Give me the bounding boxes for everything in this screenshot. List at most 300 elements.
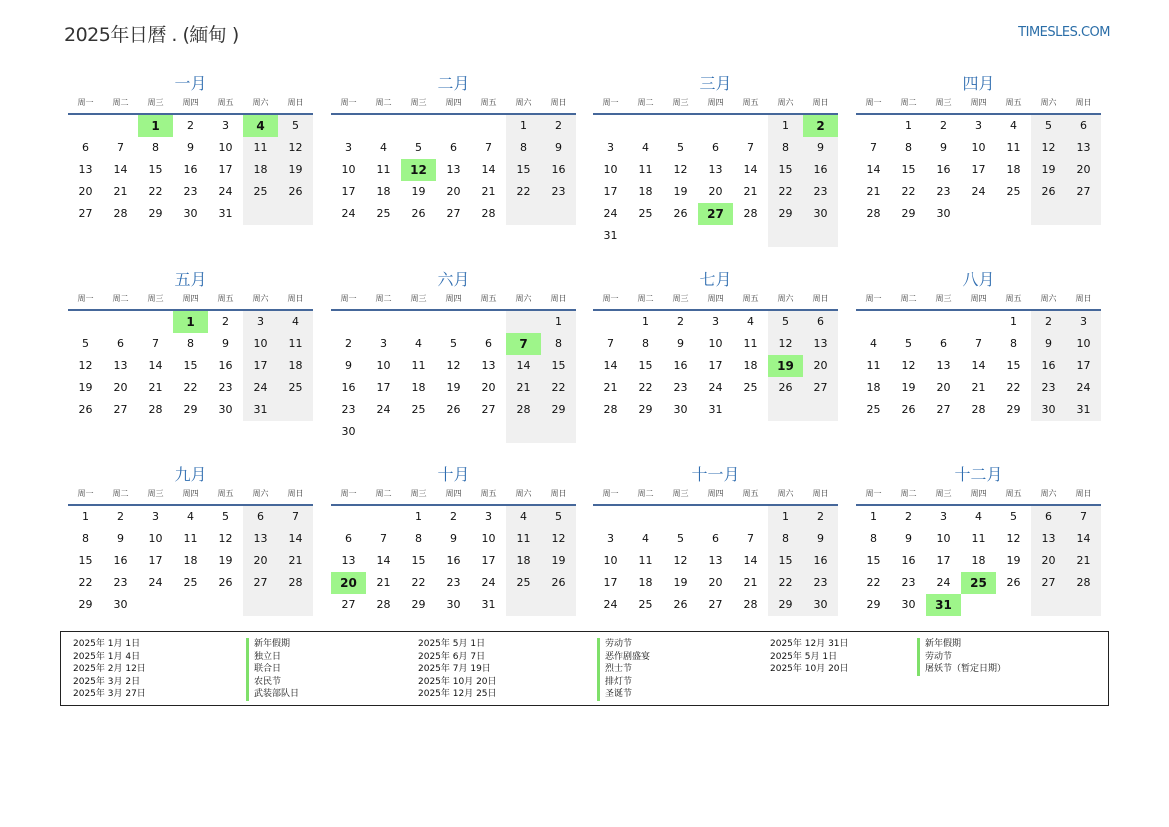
legend-holiday-name: 排灯节 [597,676,650,689]
weekday-label: 周一 [602,98,619,107]
holiday-day-cell: 31 [926,594,961,616]
day-cell: 1 [1010,315,1017,328]
day-cell: 2 [117,510,124,523]
day-cell: 14 [603,359,618,372]
day-cell: 4 [870,337,877,350]
day-cell: 18 [506,550,541,572]
day-cell: 5 [278,115,313,137]
day-cell: 11 [506,528,541,550]
day-cell: 5 [768,311,803,333]
day-cell: 11 [1006,141,1021,154]
legend-date: 2025年 1月 1日 [73,639,141,649]
day-cell: 16 [936,163,951,176]
day-cell: 15 [148,163,163,176]
day-cell: 12 [278,137,313,159]
day-cell: 3 [1066,311,1101,333]
day-cell: 28 [603,403,618,416]
day-cell: 22 [768,181,803,203]
day-cell: 9 [803,528,838,550]
empty-cell [663,225,698,247]
day-cell: 17 [148,554,163,567]
legend-date: 2025年 3月 2日 [73,676,141,687]
day-cell: 22 [541,377,576,399]
empty-cell [593,506,628,528]
site-link[interactable]: TIMESLES.COM [1018,25,1110,40]
day-cell: 17 [971,163,986,176]
day-cell: 29 [541,399,576,421]
day-cell: 12 [541,528,576,550]
day-cell: 13 [481,359,496,372]
weekday-label: 周六 [777,98,794,107]
weekday-label: 周三 [935,98,952,107]
day-cell: 1 [905,119,912,132]
day-cell: 10 [936,532,951,545]
weekday-label: 周四 [182,98,199,107]
weekday-label: 周二 [900,294,917,303]
day-cell: 13 [446,163,461,176]
day-cell: 28 [113,207,128,220]
day-cell: 13 [936,359,951,372]
weekday-label: 周六 [777,489,794,498]
day-cell: 20 [113,381,128,394]
weekday-label: 周二 [112,98,129,107]
day-cell: 9 [117,532,124,545]
weekday-label: 周日 [812,98,829,107]
day-cell: 7 [607,337,614,350]
empty-cell [278,203,313,225]
weekday-label: 周四 [970,489,987,498]
day-cell: 7 [152,337,159,350]
day-cell: 20 [803,355,838,377]
month-2 [331,73,576,225]
day-cell: 19 [78,381,93,394]
day-cell: 2 [677,315,684,328]
day-cell: 12 [673,163,688,176]
empty-cell [733,506,768,528]
weekday-label: 周三 [410,489,427,498]
weekday-label: 周三 [147,98,164,107]
day-cell: 13 [708,554,723,567]
day-cell: 27 [1066,181,1101,203]
weekday-header [593,291,838,311]
legend-holiday-name: 新年假期 [246,638,299,651]
day-cell: 22 [866,576,881,589]
empty-cell [698,115,733,137]
day-cell: 13 [1031,528,1066,550]
day-cell: 10 [481,532,496,545]
empty-cell [366,115,401,137]
day-cell: 21 [866,185,881,198]
weekday-label: 周日 [287,98,304,107]
days-grid [68,115,313,225]
day-cell: 11 [866,359,881,372]
days-grid [331,115,576,225]
empty-cell [138,311,173,333]
day-cell: 14 [506,355,541,377]
day-cell: 14 [866,163,881,176]
day-cell: 13 [78,163,93,176]
day-cell: 6 [1066,115,1101,137]
weekday-label: 周五 [1005,489,1022,498]
day-cell: 17 [243,355,278,377]
month-name: 九月 [174,465,207,484]
weekday-label: 周二 [637,489,654,498]
legend-holiday-name: 圣诞节 [597,688,650,701]
day-cell: 5 [450,337,457,350]
weekday-label: 周五 [1005,98,1022,107]
empty-cell [733,399,768,421]
weekday-label: 周六 [515,98,532,107]
empty-cell [506,203,541,225]
day-cell: 4 [187,510,194,523]
day-cell: 16 [446,554,461,567]
day-cell: 1 [642,315,649,328]
weekday-header [593,486,838,506]
day-cell: 28 [148,403,163,416]
weekday-label: 周一 [602,294,619,303]
month-5 [68,269,313,421]
weekday-header [68,291,313,311]
day-cell: 24 [148,576,163,589]
empty-cell [541,421,576,443]
day-cell: 14 [743,163,758,176]
day-cell: 18 [183,554,198,567]
day-cell: 21 [113,185,128,198]
day-cell: 20 [1031,550,1066,572]
day-cell: 25 [1006,185,1021,198]
day-cell: 7 [278,506,313,528]
day-cell: 30 [803,203,838,225]
day-cell: 21 [278,550,313,572]
day-cell: 22 [901,185,916,198]
weekday-label: 周日 [812,294,829,303]
day-cell: 3 [975,119,982,132]
weekday-label: 周三 [147,294,164,303]
day-cell: 3 [243,311,278,333]
day-cell: 21 [743,576,758,589]
empty-cell [208,594,243,616]
day-cell: 30 [673,403,688,416]
day-cell: 16 [1031,355,1066,377]
day-cell: 22 [638,381,653,394]
days-grid [856,311,1101,421]
empty-cell [891,311,926,333]
legend-holiday-name: 农民节 [246,676,299,689]
day-cell: 23 [673,381,688,394]
day-cell: 21 [971,381,986,394]
empty-cell [733,115,768,137]
legend-holiday-name: 恶作剧盛宴 [597,651,650,664]
day-cell: 2 [541,115,576,137]
month-1 [68,73,313,225]
day-cell: 1 [506,115,541,137]
day-cell: 7 [975,337,982,350]
day-cell: 17 [936,554,951,567]
day-cell: 16 [673,359,688,372]
legend-date: 2025年 1月 4日 [73,651,141,662]
day-cell: 16 [541,159,576,181]
day-cell: 23 [183,185,198,198]
day-cell: 15 [768,550,803,572]
weekday-label: 周四 [445,489,462,498]
day-cell: 7 [1066,506,1101,528]
day-cell: 24 [603,598,618,611]
day-cell: 8 [870,532,877,545]
day-cell: 5 [1010,510,1017,523]
day-cell: 5 [222,510,229,523]
weekday-label: 周五 [480,98,497,107]
day-cell: 12 [673,554,688,567]
day-cell: 30 [183,207,198,220]
weekday-label: 周二 [112,489,129,498]
day-cell: 20 [78,185,93,198]
legend-date: 2025年 3月 27日 [73,689,146,700]
day-cell: 1 [541,311,576,333]
weekday-label: 周五 [742,294,759,303]
weekday-label: 周日 [287,489,304,498]
empty-cell [628,115,663,137]
day-cell: 5 [905,337,912,350]
day-cell: 23 [341,403,356,416]
day-cell: 18 [243,159,278,181]
day-cell: 28 [1066,572,1101,594]
weekday-label: 周二 [112,294,129,303]
day-cell: 27 [243,572,278,594]
weekday-label: 周一 [602,489,619,498]
empty-cell [733,225,768,247]
day-cell: 1 [82,510,89,523]
day-cell: 3 [222,119,229,132]
holiday-day-cell: 2 [803,115,838,137]
day-cell: 22 [768,572,803,594]
day-cell: 30 [936,207,951,220]
day-cell: 4 [506,506,541,528]
weekday-label: 周四 [970,294,987,303]
day-cell: 6 [485,337,492,350]
weekday-label: 周六 [515,294,532,303]
day-cell: 26 [673,598,688,611]
day-cell: 25 [638,207,653,220]
weekday-label: 周五 [742,98,759,107]
legend-date: 2025年 12月 25日 [418,689,497,700]
day-cell: 21 [148,381,163,394]
weekday-label: 周三 [147,489,164,498]
day-cell: 30 [341,425,356,438]
empty-cell [436,311,471,333]
weekday-label: 周四 [970,98,987,107]
weekday-label: 周二 [900,489,917,498]
weekday-label: 周日 [812,489,829,498]
weekday-label: 周六 [252,294,269,303]
empty-cell [278,399,313,421]
weekday-label: 周日 [550,98,567,107]
day-cell: 11 [411,359,426,372]
day-cell: 8 [541,333,576,355]
day-cell: 6 [803,311,838,333]
day-cell: 12 [218,532,233,545]
day-cell: 18 [971,554,986,567]
weekday-label: 周四 [707,489,724,498]
weekday-label: 周五 [480,489,497,498]
weekday-label: 周六 [1040,489,1057,498]
day-cell: 6 [450,141,457,154]
day-cell: 27 [803,377,838,399]
day-cell: 5 [82,337,89,350]
weekday-label: 周六 [777,294,794,303]
day-cell: 28 [481,207,496,220]
day-cell: 25 [183,576,198,589]
weekday-label: 周三 [410,294,427,303]
day-cell: 26 [768,377,803,399]
day-cell: 29 [148,207,163,220]
legend-dates-1 [73,638,146,701]
day-cell: 23 [218,381,233,394]
weekday-label: 周六 [1040,98,1057,107]
empty-cell [961,203,996,225]
day-cell: 21 [743,185,758,198]
month-7 [593,269,838,421]
day-cell: 19 [1006,554,1021,567]
day-cell: 6 [243,506,278,528]
day-cell: 19 [673,576,688,589]
day-cell: 4 [278,311,313,333]
day-cell: 20 [1066,159,1101,181]
day-cell: 23 [803,181,838,203]
legend-date: 2025年 10月 20日 [770,664,849,675]
weekday-label: 周五 [480,294,497,303]
day-cell: 12 [78,359,93,372]
day-cell: 8 [82,532,89,545]
weekday-header [856,486,1101,506]
days-grid [593,115,838,247]
day-cell: 16 [803,159,838,181]
day-cell: 11 [638,554,653,567]
day-cell: 9 [450,532,457,545]
days-grid [68,311,313,421]
day-cell: 22 [148,185,163,198]
empty-cell [1066,594,1101,616]
empty-cell [1066,203,1101,225]
day-cell: 29 [901,207,916,220]
holiday-day-cell: 1 [138,115,173,137]
empty-cell [768,399,803,421]
month-name: 五月 [174,270,207,289]
holiday-day-cell: 7 [506,333,541,355]
empty-cell [138,594,173,616]
weekday-header [593,95,838,115]
day-cell: 14 [278,528,313,550]
empty-cell [628,225,663,247]
empty-cell [961,311,996,333]
month-4 [856,73,1101,225]
empty-cell [401,421,436,443]
day-cell: 7 [380,532,387,545]
month-10 [331,464,576,616]
holiday-day-cell: 25 [961,572,996,594]
weekday-label: 周五 [1005,294,1022,303]
day-cell: 25 [376,207,391,220]
day-cell: 23 [113,576,128,589]
day-cell: 14 [376,554,391,567]
month-name: 十一月 [691,465,740,484]
empty-cell [663,506,698,528]
empty-cell [506,421,541,443]
day-cell: 18 [376,185,391,198]
day-cell: 26 [78,403,93,416]
day-cell: 2 [187,119,194,132]
weekday-label: 周四 [707,294,724,303]
day-cell: 20 [446,185,461,198]
day-cell: 4 [975,510,982,523]
legend-names-3 [917,638,1006,676]
day-cell: 3 [152,510,159,523]
day-cell: 24 [936,576,951,589]
day-cell: 15 [638,359,653,372]
day-cell: 25 [743,381,758,394]
holiday-day-cell: 19 [768,355,803,377]
day-cell: 12 [901,359,916,372]
empty-cell [698,506,733,528]
day-cell: 28 [866,207,881,220]
weekday-label: 周二 [375,489,392,498]
days-grid [856,506,1101,616]
day-cell: 15 [768,159,803,181]
day-cell: 9 [541,137,576,159]
empty-cell [803,225,838,247]
empty-cell [366,506,401,528]
empty-cell [331,311,366,333]
day-cell: 5 [677,141,684,154]
day-cell: 9 [803,137,838,159]
weekday-header [331,95,576,115]
day-cell: 8 [415,532,422,545]
legend-date: 2025年 6月 7日 [418,651,486,662]
day-cell: 14 [743,554,758,567]
day-cell: 31 [481,598,496,611]
day-cell: 7 [485,141,492,154]
empty-cell [401,115,436,137]
day-cell: 30 [1031,399,1066,421]
day-cell: 30 [446,598,461,611]
day-cell: 9 [677,337,684,350]
day-cell: 11 [638,163,653,176]
day-cell: 17 [376,381,391,394]
weekday-label: 周四 [445,294,462,303]
day-cell: 24 [218,185,233,198]
day-cell: 13 [113,359,128,372]
day-cell: 23 [1031,377,1066,399]
weekday-label: 周三 [935,294,952,303]
weekday-label: 周一 [77,98,94,107]
day-cell: 17 [1066,355,1101,377]
day-cell: 7 [747,141,754,154]
empty-cell [926,311,961,333]
day-cell: 2 [222,315,229,328]
day-cell: 25 [506,572,541,594]
month-name: 十二月 [954,465,1003,484]
day-cell: 1 [870,510,877,523]
month-name: 十月 [437,465,470,484]
day-cell: 29 [411,598,426,611]
empty-cell [961,594,996,616]
day-cell: 26 [218,576,233,589]
day-cell: 16 [113,554,128,567]
empty-cell [471,115,506,137]
day-cell: 22 [506,181,541,203]
day-cell: 16 [901,554,916,567]
day-cell: 7 [870,141,877,154]
day-cell: 19 [1031,159,1066,181]
